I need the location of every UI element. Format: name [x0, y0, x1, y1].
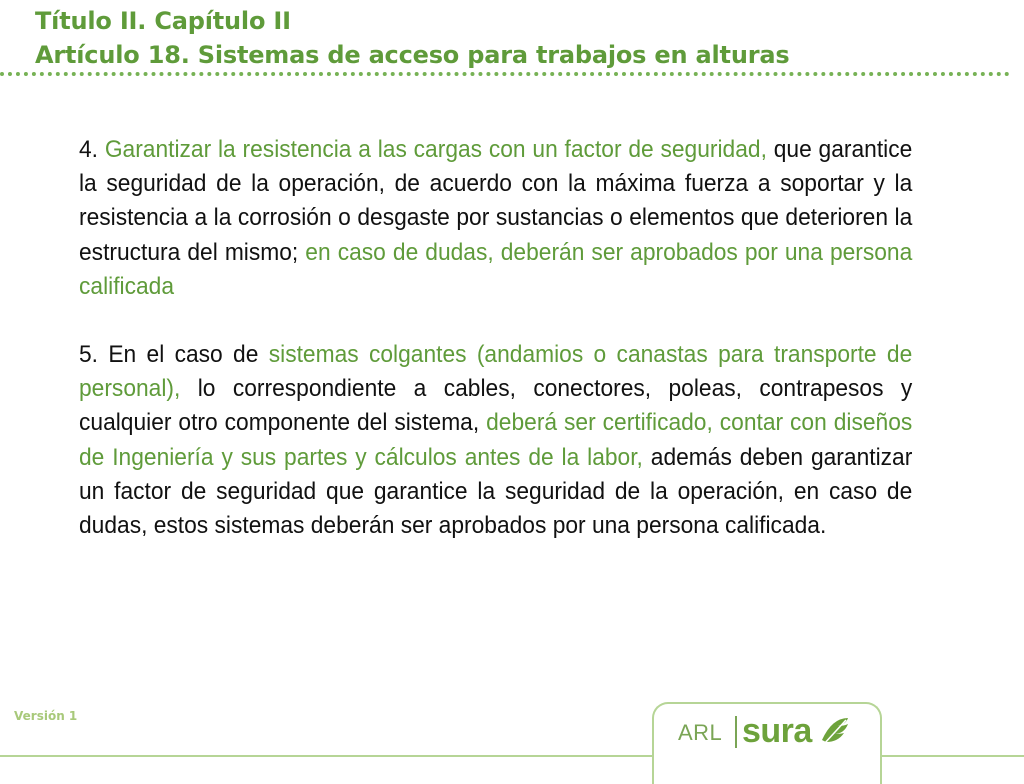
item-5-text-2: lo correspondiente a cables, conectores, poleas, contrapesos y cualquier otro componente del sistema, — [79, 375, 913, 437]
version-label: Versión 1 — [14, 709, 78, 723]
logo-separator — [735, 716, 737, 748]
logo-sura-text: sura — [742, 712, 812, 750]
item-4-paragraph — [79, 133, 912, 304]
logo-arl-text: ARL — [678, 720, 723, 745]
item-4-text-1: que garantice la seguridad de la operación, de acuerdo con la máxima fuerza a soportar y la resistencia a la corrosión o desgaste por sustancias o elementos que deterioren la estructura del mismo; — [79, 136, 913, 266]
item-4-highlight-1: Garantizar la resistencia a las cargas con un factor de seguridad, — [104, 136, 767, 163]
item-4-highlight-2: en caso de dudas, deberán ser aprobados por una persona calificada — [79, 238, 913, 300]
slide-title — [35, 4, 975, 72]
item-5-number: 5. — [79, 341, 99, 369]
item-4-number: 4. — [79, 136, 99, 163]
footer-line-left — [0, 755, 652, 757]
article-body — [79, 133, 912, 543]
item-5-text-3: además deben garantizar un factor de seguridad que garantice la seguridad de la operación, en caso de dudas, estos sistemas deberán ser aprobados por una persona calificada. — [79, 443, 913, 540]
title-line-2: Artículo 18. Sistemas de acceso para trabajos en alturas — [35, 41, 790, 69]
footer-line-right — [878, 755, 1024, 757]
title-divider — [0, 72, 1010, 76]
title-line-1: Título II. Capítulo II — [35, 7, 291, 35]
item-5-highlight-1: sistemas colgantes (andamios o canastas para transporte de personal), — [79, 341, 913, 403]
item-5-paragraph — [79, 338, 912, 543]
item-5-text-1: En el caso de — [108, 341, 259, 369]
sura-leaf-icon — [818, 714, 852, 748]
arl-sura-logo — [678, 710, 858, 756]
item-5-highlight-2: deberá ser certificado, contar con diseños de Ingeniería y sus partes y cálculos antes de la labor, — [79, 409, 913, 471]
